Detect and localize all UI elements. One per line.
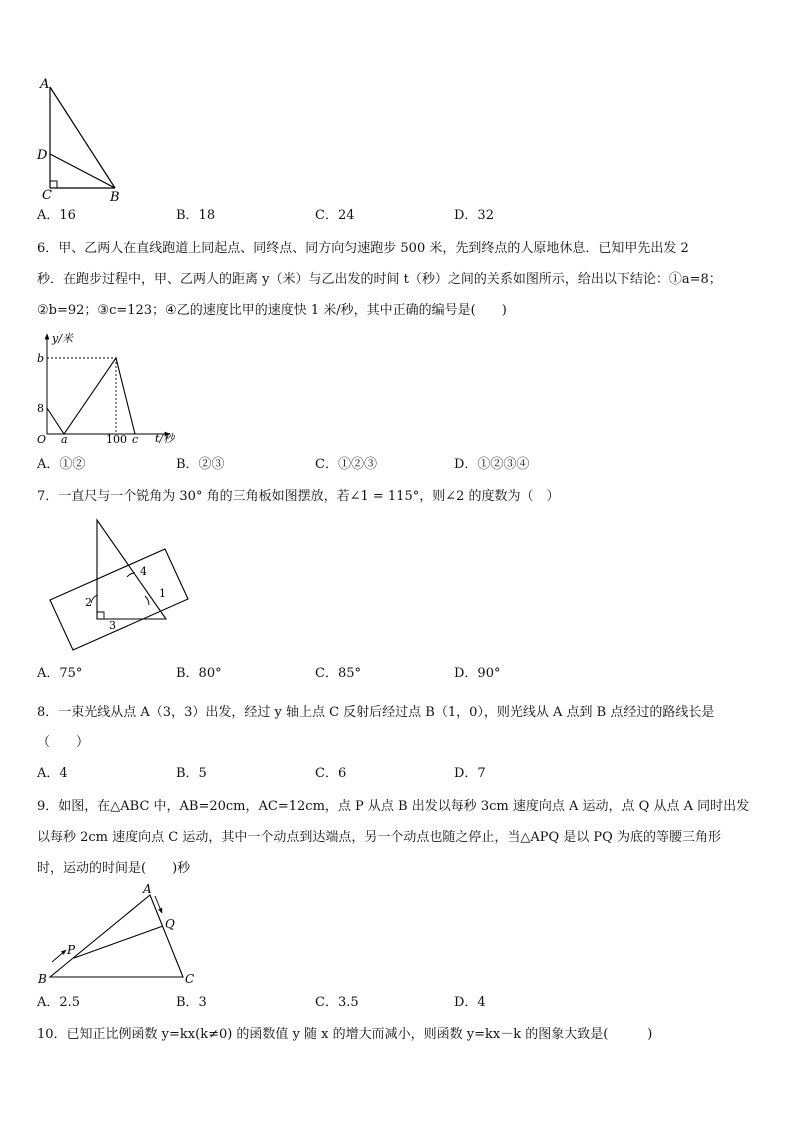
q7-option-c[interactable]: C．85° xyxy=(315,666,361,681)
q6-x-axis-label: t/秒 xyxy=(155,432,175,445)
q6-y-axis-label: y/米 xyxy=(52,332,73,345)
q6-option-b[interactable]: B．②③ xyxy=(176,457,225,472)
q6-label-8: 8 xyxy=(37,402,44,415)
q8-text-line-2: （ ） xyxy=(37,735,90,750)
q8-option-c[interactable]: C．6 xyxy=(315,766,347,781)
q5-label-D: D xyxy=(37,148,48,163)
q7-option-a[interactable]: A．75° xyxy=(37,666,83,681)
q5-triangle-figure xyxy=(30,70,130,205)
q5-label-C: C xyxy=(42,188,52,203)
q5-label-B: B xyxy=(110,190,120,205)
q8-option-d[interactable]: D．7 xyxy=(454,766,486,781)
q6-label-O: O xyxy=(37,433,47,445)
q6-option-d[interactable]: D．①②③④ xyxy=(454,457,530,472)
q8-option-a[interactable]: A．4 xyxy=(37,766,68,781)
q7-text-line-1: 7．一直尺与一个锐角为 30° 角的三角板如图摆放，若∠1 = 115°，则∠2 的度数为（ ） xyxy=(37,489,560,504)
q7-angle-3: 3 xyxy=(109,619,116,632)
q6-distance-time-graph xyxy=(30,330,190,445)
q9-label-C: C xyxy=(185,972,195,986)
q6-label-100: 100 xyxy=(106,433,127,445)
q6-label-b: b xyxy=(37,352,45,365)
q9-text-line-1: 9．如图，在△ABC 中，AB=20cm，AC=12cm，点 P 从点 B 出发以每秒 3cm 速度向点 A 运动，点 Q 从点 A 同时出发 xyxy=(37,799,750,814)
q6-option-c[interactable]: C．①②③ xyxy=(315,457,377,472)
q9-label-A: A xyxy=(143,882,152,896)
q9-option-b[interactable]: B．3 xyxy=(176,995,207,1010)
q9-option-d[interactable]: D．4 xyxy=(454,995,486,1010)
q7-angle-1: 1 xyxy=(159,587,166,600)
q5-option-a[interactable]: A．16 xyxy=(37,208,76,223)
q9-option-a[interactable]: A．2.5 xyxy=(37,995,81,1010)
q9-label-P: P xyxy=(67,943,76,957)
q5-option-b[interactable]: B．18 xyxy=(176,208,216,223)
q9-label-B: B xyxy=(38,972,47,986)
q9-option-c[interactable]: C．3.5 xyxy=(315,995,359,1010)
q7-angle-4: 4 xyxy=(140,565,147,578)
q8-text-line-1: 8．一束光线从点 A（3，3）出发，经过 y 轴上点 C 反射后经过点 B（1，0），则光线从 A 点到 B 点经过的路线长是 xyxy=(37,705,715,720)
q6-label-a: a xyxy=(61,433,68,445)
q7-angle-2: 2 xyxy=(85,596,92,609)
q6-text-line-3: ②b=92；③c=123；④乙的速度比甲的速度快 1 米/秒，其中正确的编号是( ) xyxy=(37,303,507,318)
q5-option-d[interactable]: D．32 xyxy=(454,208,494,223)
q9-triangle-figure xyxy=(30,880,210,990)
q10-text-line-1: 10．已知正比例函数 y=kx(k≠0) 的函数值 y 随 x 的增大而减小，则函数 y=kx－k 的图象大致是( ) xyxy=(37,1027,653,1042)
q9-text-line-2: 以每秒 2cm 速度向点 C 运动，其中一个动点到达端点，另一个动点也随之停止，当△APQ 是以 PQ 为底的等腰三角形 xyxy=(37,830,721,845)
q7-option-d[interactable]: D．90° xyxy=(454,666,501,681)
q6-option-a[interactable]: A．①② xyxy=(37,457,86,472)
q9-label-Q: Q xyxy=(165,917,175,931)
q9-text-line-3: 时，运动的时间是( )秒 xyxy=(37,861,191,876)
q8-option-b[interactable]: B．5 xyxy=(176,766,207,781)
q7-option-b[interactable]: B．80° xyxy=(176,666,222,681)
q5-option-c[interactable]: C．24 xyxy=(315,208,355,223)
q6-label-c: c xyxy=(132,433,139,445)
q5-label-A: A xyxy=(40,77,50,92)
q7-ruler-triangle-figure xyxy=(45,515,205,655)
q6-text-line-2: 秒．在跑步过程中，甲、乙两人的距离 y（米）与乙出发的时间 t（秒）之间的关系如图所示，给出以下结论：①a=8； xyxy=(37,272,722,287)
q6-text-line-1: 6．甲、乙两人在直线跑道上同起点、同终点、同方向匀速跑步 500 米，先到终点的人原地休息．已知甲先出发 2 xyxy=(37,241,689,256)
